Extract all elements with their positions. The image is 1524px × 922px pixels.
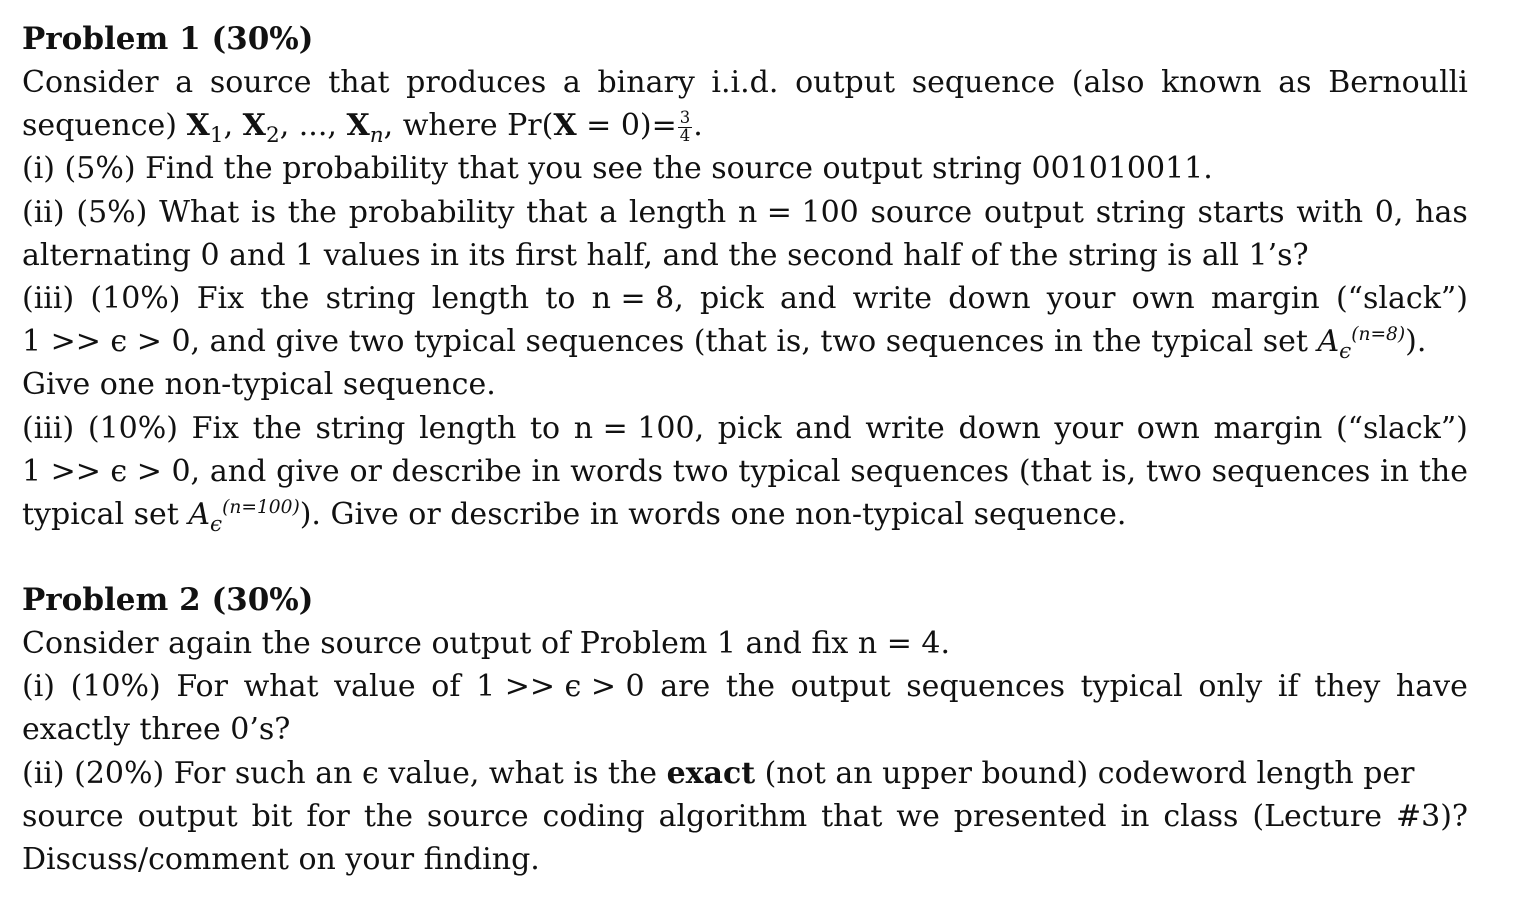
word: the [363,798,413,834]
word: #3)? [1395,798,1468,834]
word: is, [1101,453,1137,489]
word: output [137,798,238,834]
problem-1-part-iii-a-line-3: Give one non-typical sequence. [22,367,496,403]
word: margin [1210,280,1320,316]
word: they [1314,669,1381,705]
word: two [1146,453,1202,489]
variable-x: X [553,108,577,144]
subscript: 2 [265,123,280,149]
problem-2-part-i-line-2: exactly three 0’s? [22,712,291,748]
problem-1-part-ii-line-1 [22,191,1468,234]
word: 0, [1374,194,1404,230]
word: class [1163,798,1239,834]
word: only [1198,669,1263,705]
word: source [870,194,973,230]
word: what [243,669,319,705]
word: starts [1197,194,1285,230]
problem-1-line-1 [22,61,1468,104]
word: output [795,65,896,100]
word: Fix [196,280,245,316]
word: Fix [191,410,239,446]
word: a [599,194,618,230]
word: n = 8, [591,280,684,316]
subscript: ϵ [210,511,223,537]
word: source [22,798,124,834]
word: (i) [22,669,56,705]
word: sequences [1211,453,1371,489]
word: down [948,280,1031,316]
word: give [276,453,340,489]
subscript: n [369,123,384,149]
word: have [1395,669,1468,705]
text-segment: (not an upper bound) codeword length per [755,755,1415,791]
problem-2-heading: Problem 2 (30%) [22,582,314,619]
word: (iii) [22,410,75,446]
word: the [287,194,337,230]
word: that [526,194,588,230]
typical-set-symbol: A [188,496,211,532]
text-segment: , ..., [279,108,347,144]
variable-x: X [346,108,370,144]
word: produces [406,65,547,100]
word: has [1415,194,1468,230]
fraction [678,110,693,144]
word: and [795,410,852,446]
word: (that [1018,453,1092,489]
word: pick [700,280,764,316]
problem-2-part-ii-line-3: Discuss/comment on your finding. [22,842,540,877]
word: write [865,410,945,446]
word: (“slack”) [1335,280,1468,316]
text-segment: ). [1405,324,1427,360]
word: length [419,410,517,446]
word: if [1277,669,1299,705]
problem-1-part-iii-a-line-2 [22,320,1468,363]
word: (“slack”) [1335,410,1468,446]
word: string [1095,194,1186,230]
word: string [315,410,406,446]
word: output [790,669,891,705]
word: source [209,65,312,100]
word: (10%) [70,669,161,705]
typical-set-symbol: A [1317,324,1340,360]
superscript: (n=8) [1351,324,1406,346]
word: n = 100, [573,410,705,446]
word: to [530,410,561,446]
word: and [209,453,267,489]
word: (also [1071,65,1145,100]
word: a [175,65,194,100]
word: is [251,194,277,230]
text-segment: , [223,108,243,144]
word: the [260,280,310,316]
word: value [334,669,416,705]
variable-x: X [186,108,210,144]
word: in [531,453,561,489]
text-segment: 1 >> ϵ > 0, and give two typical sequences (that is, two sequences in the typical set [22,324,1318,360]
problem-1-part-i: (i) (5%) Find the probability that you see the source output string 001010011. [22,151,1213,187]
problem-2-line-1: Consider again the source output of Problem 1 and fix n = 4. [22,626,951,662]
fraction-denominator: 4 [679,125,691,145]
problem-2 [22,579,1468,881]
word: (10%) [87,410,178,446]
word: probability [348,194,515,230]
word: the [725,669,775,705]
word: two [672,453,729,489]
word: for [306,798,350,834]
word: typical [1080,669,1183,705]
word: binary [597,65,695,100]
problem-2-part-ii-line-1 [22,752,1468,795]
word: that [328,65,390,100]
word: a [562,65,581,100]
word: as [1278,65,1312,100]
word: (Lecture [1252,798,1383,834]
fraction-numerator: 3 [679,108,691,128]
word: the [1418,453,1468,489]
word: (5%) [76,194,148,230]
word: length [628,194,727,230]
word: describe [391,453,522,489]
word: own [1131,280,1195,316]
text-segment: (ii) (20%) For such an ϵ value, what is the [22,755,667,791]
word: (iii) [22,280,75,316]
word: 1 >> ϵ > 0 [476,669,645,705]
problem-1-part-iii-b-line-1 [22,407,1468,450]
problem-2-part-ii-line-2 [22,795,1468,838]
word: length [431,280,530,316]
text-segment: sequence) [22,108,187,144]
superscript: (n=100) [222,496,300,518]
word: i.i.d. [711,65,779,100]
word: n = 100 [737,194,859,230]
problem-1-part-iii-b-line-2 [22,450,1468,493]
text-segment: typical set [22,496,189,532]
word: Bernoulli [1328,65,1468,100]
word: known [1161,65,1262,100]
word: algorithm [658,798,808,834]
text-segment: , where Pr( [383,108,554,144]
word: and [780,280,837,316]
word: are [660,669,711,705]
text-segment: = 0)= [576,108,677,144]
word: or [349,453,382,489]
word: pick [717,410,782,446]
word: coding [542,798,645,834]
word: (10%) [90,280,181,316]
emphasis-exact: exact [666,755,756,791]
word: presented [953,798,1107,834]
word: bit [251,798,293,834]
word: string [325,280,416,316]
word: sequences [850,453,1009,489]
problem-2-part-i-line-1 [22,665,1468,708]
text-segment: ). Give or describe in words one non-typical sequence. [299,496,1127,532]
subscript: 1 [209,123,224,149]
word: your [1046,280,1116,316]
word: with [1296,194,1364,230]
word: down [958,410,1041,446]
text-segment: . [693,108,703,144]
word: Consider [22,65,159,100]
problem-1-line-2 [22,104,1468,147]
word: margin [1213,410,1323,446]
word: that [821,798,883,834]
problem-1 [22,18,1468,536]
word: For [176,669,228,705]
word: of [431,669,461,705]
problem-1-heading: Problem 1 (30%) [22,21,314,57]
word: typical [738,453,841,489]
word: source [426,798,529,834]
subscript: ϵ [1339,339,1352,365]
word: (ii) [22,194,65,230]
word: own [1136,410,1200,446]
word: the [252,410,302,446]
problem-1-part-iii-b-line-3 [22,493,1468,536]
word: words [570,453,663,489]
word: in [1120,798,1150,834]
document-page [22,18,1468,881]
problem-1-part-ii-line-2: alternating 0 and 1 values in its first half, and the second half of the string is all 1’s? [22,237,1309,273]
word: sequence [911,65,1056,100]
variable-x: X [242,108,266,144]
word: your [1054,410,1124,446]
word: to [545,280,576,316]
word: we [896,798,940,834]
word: 1 >> ϵ > 0, [22,453,201,489]
word: sequences [906,669,1065,705]
word: output [983,194,1084,230]
word: write [852,280,933,316]
word: What [159,194,240,230]
word: in [1380,453,1410,489]
problem-1-part-iii-a-line-1 [22,277,1468,320]
